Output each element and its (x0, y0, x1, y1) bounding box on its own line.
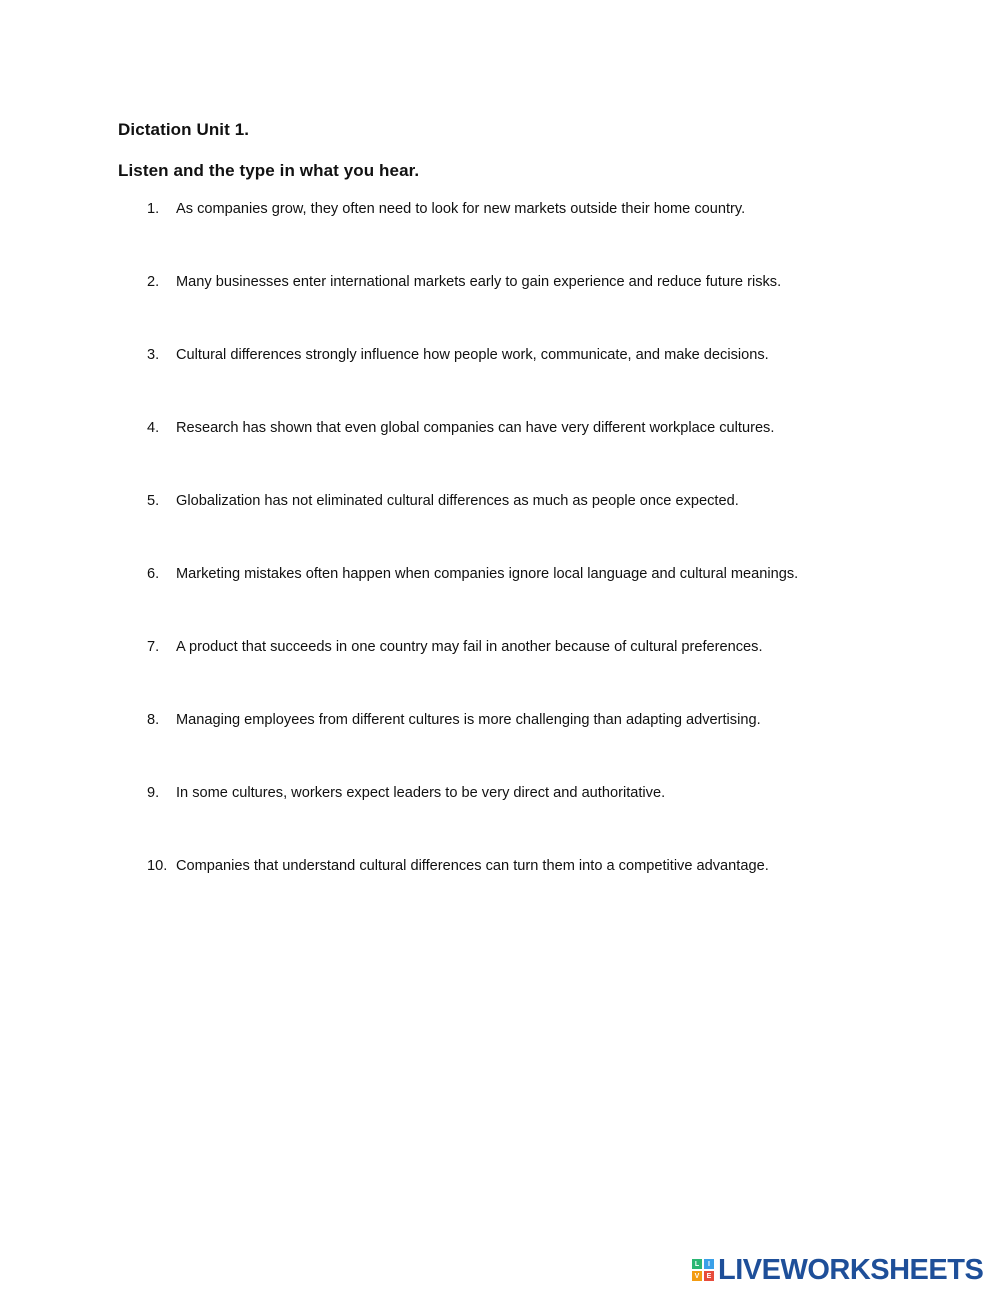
list-item (0, 418, 1000, 491)
item-number: 7. (147, 639, 160, 655)
list-item (0, 345, 1000, 418)
item-number: 2. (147, 274, 160, 290)
list-item (0, 199, 1000, 272)
list-item (0, 783, 1000, 856)
item-text: As companies grow, they often need to look for new markets outside their home country. (176, 201, 746, 217)
list-item (0, 491, 1000, 564)
item-number: 1. (147, 201, 160, 217)
list-item (0, 856, 1000, 929)
list-item (0, 564, 1000, 637)
item-text: Globalization has not eliminated cultural differences as much as people once expected. (176, 493, 739, 509)
item-text: A product that succeeds in one country may fail in another because of cultural preferences. (176, 639, 763, 655)
page-title: Dictation Unit 1. (118, 120, 250, 139)
list-item (0, 272, 1000, 345)
item-number: 9. (147, 785, 160, 801)
list-item (0, 710, 1000, 783)
item-number: 4. (147, 420, 160, 436)
logo-tile-l: L (692, 1259, 702, 1269)
logo-tile-v: V (692, 1271, 702, 1281)
item-text: Many businesses enter international markets early to gain experience and reduce future risks. (176, 274, 782, 290)
item-text: Marketing mistakes often happen when companies ignore local language and cultural meanings. (176, 566, 799, 582)
item-number: 8. (147, 712, 160, 728)
list-item (0, 637, 1000, 710)
item-text: Cultural differences strongly influence how people work, communicate, and make decisions. (176, 347, 769, 363)
item-number: 6. (147, 566, 160, 582)
item-number: 10. (147, 858, 168, 874)
item-number: 3. (147, 347, 160, 363)
brand-name: LIVEWORKSHEETS (718, 1254, 984, 1286)
item-text: Research has shown that even global companies can have very different workplace cultures. (176, 420, 775, 436)
item-text: Managing employees from different cultures is more challenging than adapting advertising. (176, 712, 761, 728)
liveworksheets-logo (692, 1254, 983, 1286)
item-text: Companies that understand cultural differences can turn them into a competitive advantage. (176, 858, 769, 874)
logo-tile-e: E (704, 1271, 714, 1281)
dictation-list (0, 199, 1000, 929)
instruction-text: Listen and the type in what you hear. (118, 161, 420, 180)
item-text: In some cultures, workers expect leaders to be very direct and authoritative. (176, 785, 666, 801)
item-number: 5. (147, 493, 160, 509)
logo-icon (692, 1259, 714, 1281)
logo-tile-i: I (704, 1259, 714, 1269)
